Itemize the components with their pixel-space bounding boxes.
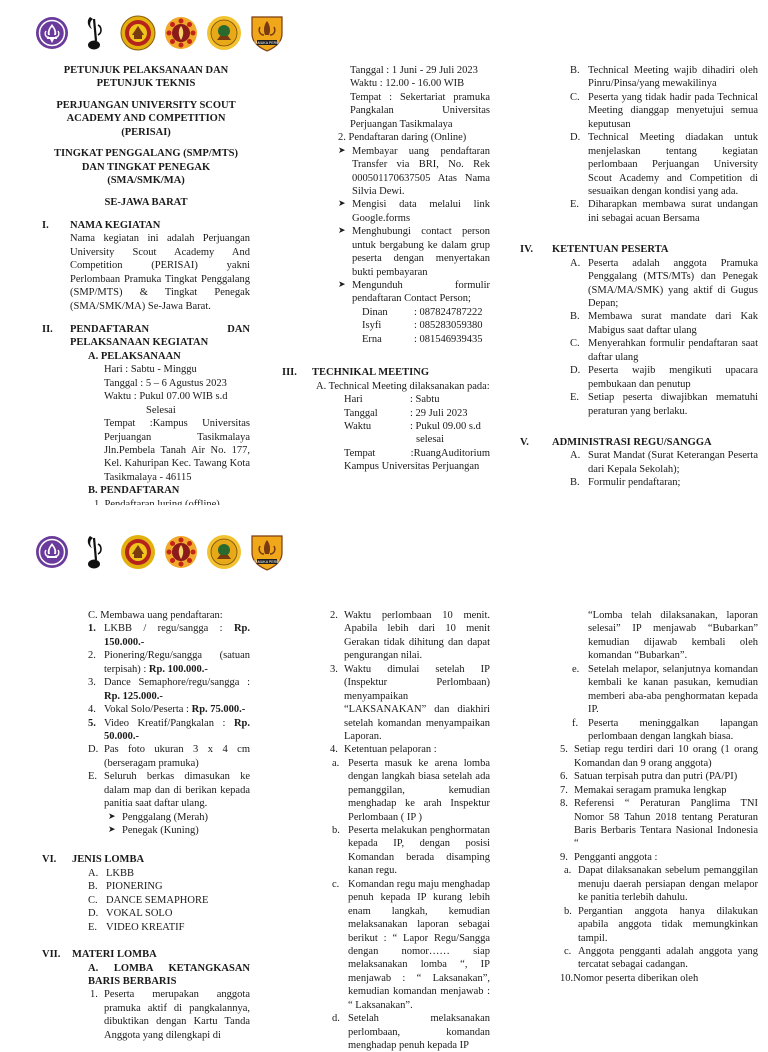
administrasi-item-text: Formulir pendaftaran;	[588, 477, 681, 489]
administrasi-item-marker: B.	[570, 477, 580, 489]
technical-meeting-a: A. Technical Meeting dilaksanakan pada:	[316, 380, 490, 392]
document-page-2	[0, 519, 768, 1051]
online-step-3	[338, 225, 490, 279]
offline-tempat: Tempat : Sekertariat pramuka Pangkalan Universitas Perjuangan Tasikmalaya	[350, 91, 490, 130]
contact-person-3	[362, 333, 490, 346]
section-3-heading: III. TECHNIKAL MEETING	[282, 367, 429, 379]
offline-tanggal: Tanggal : 1 Juni - 29 Juli 2023	[350, 65, 478, 76]
contact-name: Isyfi	[362, 320, 382, 332]
fee-amount: Rp. 125.000.-	[104, 690, 163, 702]
peserta-rule-marker: E.	[570, 392, 580, 404]
arrow-bullet-icon: ➤	[338, 144, 346, 155]
kwarcab-emblem-2-logo	[206, 533, 242, 571]
page1-column-1	[42, 64, 250, 525]
lomba-item-marker: A.	[88, 867, 99, 879]
doc-heading-2: PERJUANGAN UNIVERSITY SCOUT ACADEMY AND COMPETITION (PERISAI)	[56, 99, 236, 138]
fee-text	[104, 649, 250, 676]
tm-tanggal: Tanggal : 29 Juli 2023	[344, 407, 468, 419]
tm-item-marker: E.	[570, 199, 580, 211]
arrow-bullet-icon: ➤	[108, 824, 116, 834]
document-page-1	[0, 0, 768, 505]
contact-person-list	[282, 306, 490, 346]
lkbb-rule-9: 9. Pengganti anggota :	[560, 851, 658, 863]
doc-heading-3: TINGKAT PENGGALANG (SMP/MTS) DAN TINGKAT PENEGAK (SMA/SMK/MA)	[54, 148, 238, 187]
lomba-item-text: LKBB	[106, 867, 135, 879]
tm-item-1	[570, 64, 758, 91]
lkbb-rule-8: 8. Referensi “ Peraturan Panglima TNI Nomor 58 Tahun 2018 tentang Peraturan Baris Berbaris Tentara Nasional Indonesia “	[560, 798, 758, 850]
lkbb-rule-3: 3. Waktu dimulai setelah IP (Inspektur Perlombaan) menyampaikan “LAKSANAKAN” dan diakhiri setelah komandan menyampaikan Laporan.	[330, 663, 490, 742]
page2-column-1	[42, 609, 250, 1042]
peserta-rule-text: Peserta wajib mengikuti upacara pembukaan dan penutup	[588, 365, 758, 390]
lkbb-rule-9a: a. Dapat dilaksanakan sebelum pemanggilan menuju daerah persiapan dengan melapor ke panitia terlebih dahulu.	[564, 865, 758, 904]
section-7-heading: VII. MATERI LOMBA	[42, 949, 157, 961]
peserta-rule-marker: C.	[570, 338, 580, 350]
lomba-item-5	[88, 921, 250, 934]
ketentuan-peserta-list	[570, 257, 758, 418]
university-crest-logo	[120, 14, 156, 52]
page2-column-2	[330, 609, 490, 1052]
pelaksanaan-tempat: Tempat :Kampus Universitas Perjuangan Tasikmalaya Jln.Pembela Tanah Air No. 177, Kel. Kahuripan Kec. Tawang Kota Tasikmalaya - 46115	[104, 418, 250, 483]
online-step-text: Menghubungi contact person untuk bergabung ke dalam grup peserta dengan menyertakan bukti pembayaran	[352, 226, 490, 278]
kwarcab-emblem-logo	[163, 533, 199, 571]
contact-phone: : 087824787222	[414, 306, 483, 318]
fleur-de-lis-mark-logo	[77, 14, 113, 52]
arrow-bullet-icon: ➤	[338, 225, 346, 236]
technical-meeting-items	[570, 64, 758, 225]
fee-text	[104, 717, 250, 744]
logo-text: PRAMUKA PERUSA	[250, 41, 284, 45]
doc-heading-1: PETUNJUK PELAKSANAAN DAN PETUNJUK TEKNIS	[63, 65, 229, 90]
contact-name: Erna	[362, 333, 382, 345]
pelaksanaan-hari: Hari : Sabtu - Minggu	[104, 364, 197, 376]
lomba-item-marker: C.	[88, 894, 98, 906]
lkbb-rule-9c: c. Anggota pengganti adalah anggota yang tercatat sebagai cadangan.	[564, 945, 758, 971]
page1-column-3	[520, 64, 758, 490]
peserta-rule-2	[570, 310, 758, 337]
peserta-rule-marker: B.	[570, 311, 580, 323]
lkbb-rule-4d-cont: “Lomba telah dilaksanakan, laporan selesai” IP menjawab “Bubarkan” kemudian dijawab kembali oleh komandan “Bubarkan”.	[588, 610, 758, 662]
jenis-lomba-list	[88, 867, 250, 934]
lkbb-rule-1: 1. Peserta merupakan anggota pramuka aktif di pangkalannya, dibuktikan dengan Kartu Tanda Anggota yang dilengkapi di	[90, 989, 250, 1041]
online-step-text: Mengunduh formulir pendaftaran Contact Person;	[352, 280, 490, 305]
lkbb-rule-5: 5. Setiap regu terdiri dari 10 orang (1 orang Komandan dan 9 orang anggota)	[560, 744, 758, 769]
logo-text: PRAMUKA PERUSA	[250, 560, 284, 564]
fee-item-4	[88, 703, 250, 716]
university-crest-logo	[120, 533, 156, 571]
fee-text	[104, 622, 250, 649]
fee-item-3	[88, 676, 250, 703]
contact-phone: : 081546939435	[414, 333, 483, 345]
fee-label: Pionering/Regu/sangga (satuan terpisah) :	[104, 650, 250, 675]
item-c-uang-pendaftaran: C. Membawa uang pendaftaran:	[88, 610, 223, 621]
arrow-bullet-icon: ➤	[338, 279, 346, 289]
subsection-pelaksanaan: A. PELAKSANAAN	[88, 350, 181, 362]
fee-marker: 5.	[88, 717, 96, 729]
fee-text	[104, 676, 250, 703]
fee-amount: Rp. 100.000.-	[148, 663, 208, 675]
tm-item-text: Peserta yang tidak hadir pada Technical Meeting dianggap menyetujui semua keputusan	[588, 91, 758, 130]
kwarcab-emblem-2-logo	[206, 14, 242, 52]
tm-item-4	[570, 198, 758, 225]
lkbb-rule-4b: b. Peserta melakukan penghormatan kepada IP, dengan posisi Komandan berada disamping kanan regu.	[332, 825, 490, 877]
lomba-item-text: PIONERING	[106, 881, 163, 893]
peserta-rule-3	[570, 337, 758, 364]
section-1-heading: I. NAMA KEGIATAN	[42, 219, 161, 231]
lkbb-rule-10: 10.Nomor peserta diberikan oleh	[560, 972, 699, 984]
tm-waktu-2: selesai	[416, 434, 444, 446]
lomba-item-marker: D.	[88, 908, 99, 920]
tm-item-2	[570, 91, 758, 131]
fee-amount: Rp. 50.000.-	[104, 717, 250, 742]
tm-item-text: Diharapkan membawa surat undangan ini sebagai acuan Bersama	[588, 199, 758, 224]
tm-item-3	[570, 131, 758, 198]
fee-item-1	[88, 622, 250, 649]
section-5-heading: V. ADMINISTRASI REGU/SANGGA	[520, 436, 712, 448]
arrow-bullet-icon: ➤	[338, 198, 346, 209]
lomba-item-3	[88, 894, 250, 907]
section-4-heading: IV. KETENTUAN PESERTA	[520, 244, 669, 256]
page2-column-3	[560, 609, 758, 985]
administrasi-item-1	[570, 449, 758, 476]
tm-tempat: Tempat :RuangAuditorium Kampus Universitas Perjuangan	[344, 447, 490, 473]
page-gap	[0, 505, 768, 519]
online-step-text: Membayar uang pendaftaran Transfer via BRI, No. Rek 000501170637505 Atas Nama Silvia Dewi.	[352, 145, 490, 197]
tm-item-text: Technical Meeting diadakan untuk menjelaskan tentang kegiatan perlombaan Perjuangan University Scout Academy and Competition di sesuaikan dengan kondisi yang ada.	[588, 132, 758, 197]
online-step-1	[338, 145, 490, 199]
subsection-pendaftaran: B. PENDAFTARAN	[88, 485, 180, 497]
fee-label: Dance Semaphore/regu/sangga :	[104, 677, 250, 689]
fleur-de-lis-mark-logo	[77, 533, 113, 571]
lkbb-rule-4e: e. Setelah melapor, selanjutnya komandan kembali ke kanan pasukan, kemudian memberi aba-aba penghormatan kepada IP.	[572, 663, 758, 716]
fee-marker: 1.	[88, 623, 96, 635]
kwarcab-emblem-logo	[163, 14, 199, 52]
fee-amount: Rp. 75.000.-	[191, 704, 246, 716]
lkbb-rule-4: 4. Ketentuan pelaporan :	[330, 744, 437, 756]
pendaftaran-online: 2. Pendaftaran daring (Online)	[338, 132, 467, 144]
contact-name: Dinan	[362, 306, 388, 318]
contact-phone: : 085283059380	[414, 320, 483, 332]
logo-strip-2	[34, 533, 285, 571]
lomba-item-text: DANCE SEMAPHORE	[106, 894, 209, 906]
lkbb-rule-7: 7. Memakai seragam pramuka lengkap	[560, 784, 727, 796]
arrow-bullet-icon: ➤	[108, 810, 116, 821]
lkbb-rule-4a: a. Peserta masuk ke arena lomba dengan langkah biasa setelah ada pemanggilan, kemudian menghadap ke arah Inspektur Perlombaan ( IP )	[332, 757, 490, 823]
lomba-item-2	[88, 880, 250, 893]
tm-item-marker: B.	[570, 65, 580, 76]
fee-amount: Rp. 150.000.-	[104, 623, 250, 648]
lomba-item-text: VIDEO KREATIF	[106, 921, 185, 933]
online-steps-list	[282, 145, 490, 306]
peserta-rule-marker: D.	[570, 365, 581, 377]
peserta-rule-marker: A.	[570, 257, 581, 269]
fee-text	[104, 703, 250, 716]
lomba-item-marker: B.	[88, 881, 98, 893]
lkbb-rule-2: 2. Waktu perlombaan 10 menit. Apabila lebih dari 10 menit Gerakan tidak dihitung dan dapat pengurangan nilai.	[330, 610, 490, 662]
pramuka-shield-logo	[249, 14, 285, 52]
lomba-item-4	[88, 907, 250, 920]
contact-person-1	[362, 306, 490, 319]
online-step-2	[338, 198, 490, 225]
offline-waktu: Waktu : 12.00 - 16.00 WIB	[350, 78, 465, 90]
map-color-text: Penggalang (Merah)	[122, 811, 209, 823]
lkbb-rule-4d: d. Setelah melaksanakan perlombaan, komandan menghadap penuh kepada IP	[332, 1013, 490, 1051]
tm-hari: Hari : Sabtu	[344, 394, 440, 406]
fee-label: LKBB / regu/sangga :	[104, 623, 234, 635]
fee-label: Video Kreatif/Pangkalan :	[104, 717, 234, 729]
tm-item-marker: C.	[570, 91, 580, 103]
pelaksanaan-waktu-2: Selesai	[146, 404, 176, 416]
peserta-rule-text: Menyerahkan formulir pendaftaran saat daftar ulang	[588, 338, 758, 363]
pramuka-shield-logo	[249, 533, 285, 571]
section-1-body: Nama kegiatan ini adalah Perjuangan University Scout Academy And Competition (PERISAI) yakni Perlombaan Pramuka Tingkat Penggalang (SMP/MTS) & Tingkat Penegak (SMA/SMK/MA) Se-Jawa Barat.	[70, 233, 250, 312]
peserta-rule-1	[570, 257, 758, 311]
peserta-rule-text: Membawa surat mandate dari Kak Mabigus saat daftar ulang	[588, 311, 758, 336]
item-d-pas-foto: D. Pas foto ukuran 3 x 4 cm (berseragam pramuka)	[88, 744, 250, 769]
lomba-item-marker: E.	[88, 921, 98, 933]
lkbb-rule-9b: b. Pergantian anggota hanya dilakukan apabila anggota tidak memungkinkan tampil.	[564, 905, 758, 944]
map-color-2	[108, 824, 250, 837]
peserta-rule-5	[570, 391, 758, 418]
pelaksanaan-waktu: Waktu : Pukul 07.00 WIB s.d	[104, 391, 228, 403]
peserta-rule-text: Peserta adalah anggota Pramuka Penggalang (MTS/MTs) dan Penegak (SMA/MA/SMK) yang aktif di Gugus Depan;	[588, 257, 758, 309]
page1-column-2	[282, 64, 490, 474]
scout-emblem-logo	[34, 14, 70, 52]
contact-person-2	[362, 319, 490, 332]
logo-strip	[34, 14, 285, 52]
lomba-item-1	[88, 867, 250, 880]
fee-list	[88, 622, 250, 743]
tm-item-marker: D.	[570, 132, 581, 144]
section-6-heading: VI. JENIS LOMBA	[42, 854, 145, 866]
fee-marker: 3.	[88, 677, 96, 689]
peserta-rule-4	[570, 364, 758, 391]
section-2-heading: II. PENDAFTARAN DAN PELAKSANAAN KEGIATAN	[42, 324, 250, 349]
fee-item-5	[88, 717, 250, 744]
fee-marker: 4.	[88, 704, 96, 716]
map-color-text: Penegak (Kuning)	[122, 825, 199, 836]
subsection-lkbb: A. LOMBA KETANGKASAN BARIS BERBARIS	[88, 962, 250, 987]
administrasi-item-marker: A.	[570, 450, 581, 462]
peserta-rule-text: Setiap peserta diwajibkan mematuhi peraturan yang berlaku.	[588, 392, 758, 417]
administrasi-item-2	[570, 476, 758, 489]
tm-item-text: Technical Meeting wajib dihadiri oleh Pinru/Pinsa/yang mewakilinya	[588, 65, 758, 90]
online-step-4	[338, 279, 490, 306]
administrasi-list	[570, 449, 758, 489]
lkbb-rule-4f: f. Peserta meninggalkan lapangan perlombaan dengan langkah biasa.	[572, 717, 758, 742]
scout-emblem-logo	[34, 533, 70, 571]
doc-heading-4: SE-JAWA BARAT	[104, 196, 188, 208]
fee-label: Vokal Solo/Peserta :	[104, 704, 192, 716]
map-color-1	[108, 811, 250, 824]
pelaksanaan-tanggal: Tanggal : 5 – 6 Agustus 2023	[104, 377, 227, 389]
lkbb-rule-6: 6. Satuan terpisah putra dan putri (PA/PI)	[560, 771, 738, 783]
fee-item-2	[88, 649, 250, 676]
map-color-list	[108, 811, 250, 838]
fee-marker: 2.	[88, 650, 96, 662]
lkbb-rule-4c: c. Komandan regu maju menghadap penuh kepada IP kurang lebih enam langkah, kemudian melaksanakan laporan sebagai berikut : “ Lapor Regu/Sangga dengan nomor…… siap melaksanakan lomba “, IP menjawab : “ Laksanakan”, kemudian komandan menjawab : “ Laksanakan”.	[332, 878, 490, 1011]
online-step-text: Mengisi data melalui link Google.forms	[352, 199, 490, 224]
tm-waktu: Waktu : Pukul 09.00 s.d	[344, 420, 481, 432]
item-e-berkas: E. Seluruh berkas dimasukan ke dalam map dan di berikan kepada panitia saat daftar ulang.	[88, 771, 250, 810]
administrasi-item-text: Surat Mandat (Surat Keterangan Peserta dari Kepala Sekolah);	[588, 450, 758, 475]
lomba-item-text: VOKAL SOLO	[106, 908, 173, 920]
